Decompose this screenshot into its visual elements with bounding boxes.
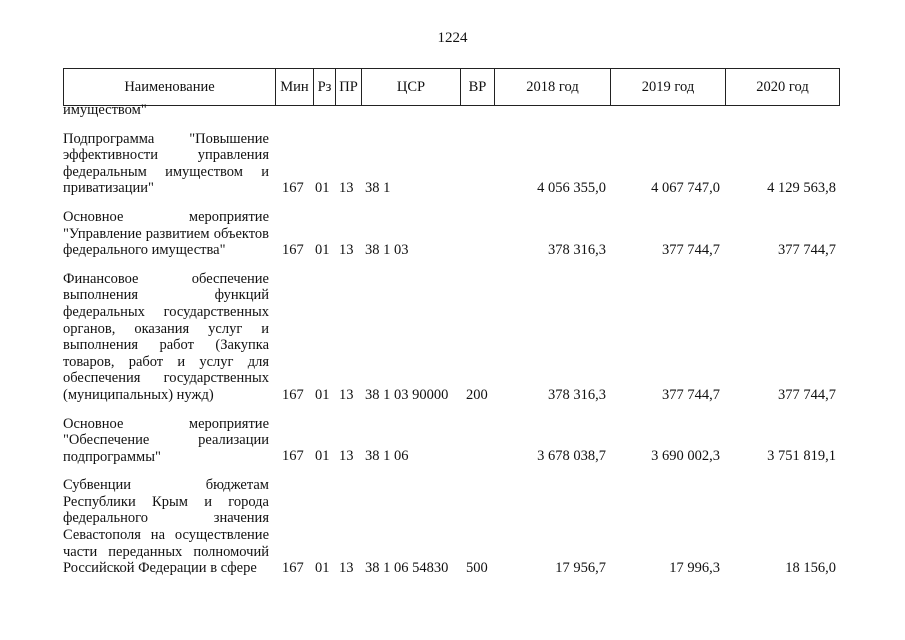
cell-csr: 38 1 06 — [365, 448, 409, 465]
cell-2020: 4 129 563,8 — [767, 179, 836, 196]
cell-2018: 4 056 355,0 — [537, 179, 606, 196]
cell-2019: 377 744,7 — [662, 241, 720, 258]
cell-rz: 01 — [315, 241, 330, 258]
cell-min: 167 — [282, 179, 304, 196]
cell-2019: 17 996,3 — [669, 559, 720, 576]
row-name: Финансовое обеспечение выполнения функций федеральных государственных органов, оказания услуг и выполнения работ (Закупка товаров, работ и услуг для обеспечения государственных (муниципальных) нужд) — [63, 270, 269, 403]
table-row — [63, 131, 840, 197]
cell-2019: 377 744,7 — [662, 386, 720, 403]
row-name: Основное мероприятие "Управление развитием объектов федерального имущества" — [63, 208, 269, 259]
cell-vr: 200 — [466, 386, 488, 403]
header-2019: 2019 год — [611, 69, 726, 105]
row-name: Основное мероприятие "Обеспечение реализации подпрограммы" — [63, 415, 269, 465]
table-row — [63, 102, 840, 119]
cell-2020: 3 751 819,1 — [767, 448, 836, 465]
cell-csr: 38 1 06 54830 — [365, 559, 449, 576]
table-row — [63, 209, 840, 259]
header-rz: Рз — [314, 69, 336, 105]
header-2020: 2020 год — [756, 79, 809, 95]
cell-pr: 13 — [339, 559, 354, 576]
cell-csr: 38 1 03 — [365, 241, 409, 258]
cell-pr: 13 — [339, 241, 354, 258]
cell-csr: 38 1 03 90000 — [365, 386, 449, 403]
header-csr: ЦСР — [362, 69, 461, 105]
cell-2020: 377 744,7 — [778, 386, 836, 403]
cell-2018: 378 316,3 — [548, 241, 606, 258]
header-min: Мин — [276, 69, 314, 105]
cell-min: 167 — [282, 559, 304, 576]
cell-min: 167 — [282, 448, 304, 465]
cell-rz: 01 — [315, 386, 330, 403]
table-header — [63, 68, 840, 106]
cell-min: 167 — [282, 386, 304, 403]
cell-pr: 13 — [339, 448, 354, 465]
table-row — [63, 477, 840, 577]
cell-csr: 38 1 — [365, 179, 391, 196]
table-row — [63, 416, 840, 466]
cell-vr: 500 — [466, 559, 488, 576]
cell-2019: 4 067 747,0 — [651, 179, 720, 196]
cell-2018: 17 956,7 — [555, 559, 606, 576]
header-pr: ПР — [336, 69, 362, 105]
table-row — [63, 271, 840, 404]
cell-2018: 3 678 038,7 — [537, 448, 606, 465]
table-body — [63, 102, 840, 577]
row-name: Подпрограмма "Повышение эффективности управления федеральным имуществом и приватизации" — [63, 130, 269, 197]
cell-2018: 378 316,3 — [548, 386, 606, 403]
cell-min: 167 — [282, 241, 304, 258]
row-name: Субвенции бюджетам Республики Крым и города федерального значения Севастополя на осуществление части переданных полномочий Российской Федерации в сфере — [63, 477, 269, 577]
cell-pr: 13 — [339, 179, 354, 196]
header-2018: 2018 год — [495, 69, 611, 105]
cell-pr: 13 — [339, 386, 354, 403]
header-vr: ВР — [461, 69, 495, 105]
page-number: 1224 — [437, 30, 468, 46]
cell-2019: 3 690 002,3 — [651, 448, 720, 465]
cell-rz: 01 — [315, 179, 330, 196]
row-name: имуществом" — [63, 102, 147, 118]
cell-rz: 01 — [315, 448, 330, 465]
cell-2020: 377 744,7 — [778, 241, 836, 258]
cell-rz: 01 — [315, 559, 330, 576]
header-name: Наименование — [64, 69, 276, 105]
cell-2020: 18 156,0 — [785, 559, 836, 576]
